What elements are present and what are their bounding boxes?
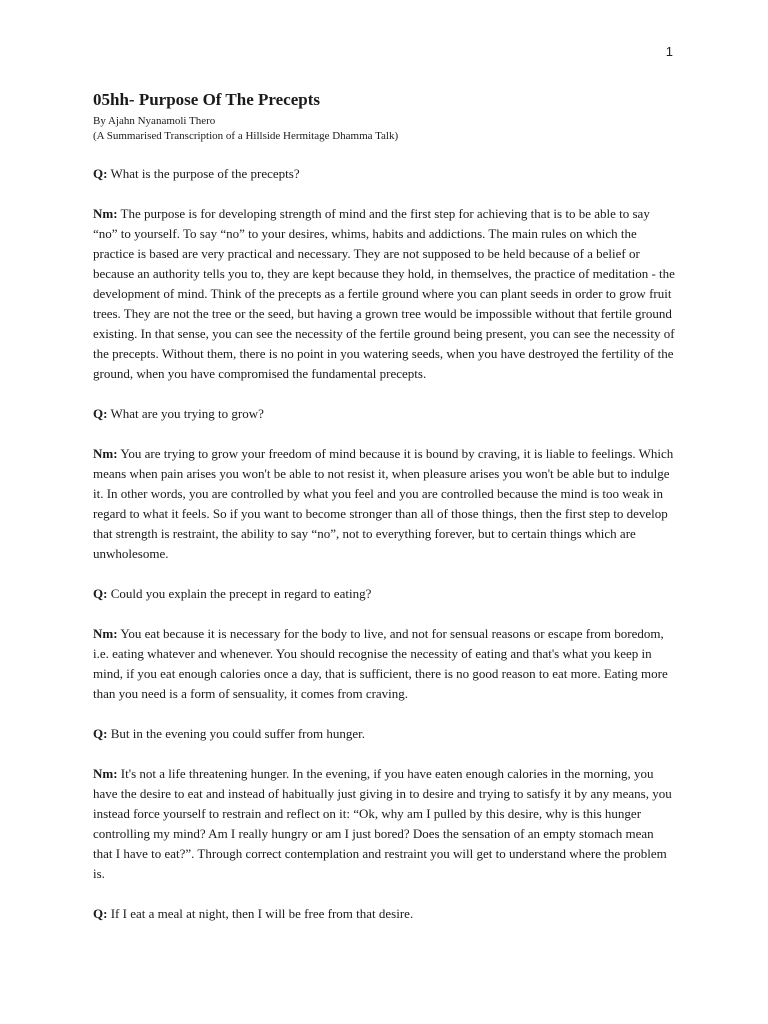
question-paragraph [93,164,675,184]
paragraph-text: The purpose is for developing strength of mind and the first step for achieving that is to be able to say “no” to yourself. To say “no” to your desires, whims, habits and addictions. The main rules on which the practice is based are very practical and necessary. They are not supposed to be held because of a belief or because an authority tells you to, they are kept because they hold, in themselves, the practice of meditation - the development of mind. Think of the precepts as a fertile ground where you can plant seeds in order to grow fruit trees. They are not the tree or the seed, but having a grown tree would be impossible without that fertile ground existing. In that sense, you can see the necessity of the fertile ground being present, you can see the necessity of the precepts. Without them, there is no point in you watering seeds, when you have destroyed the fertility of the ground, when you have compromised the fundamental precepts. [93,206,675,381]
document-body [93,90,675,924]
paragraph-text: But in the evening you could suffer from hunger. [107,726,365,741]
speaker-label: Q: [93,906,108,921]
question-paragraph [93,904,675,924]
paragraph-text: If I eat a meal at night, then I will be free from that desire. [107,906,414,921]
speaker-label: Q: [93,726,108,741]
paragraph-text: You are trying to grow your freedom of mind because it is bound by craving, it is liable to feelings. Which means when pain arises you won't be able to not resist it, when pleasure arises you won't be able but to indulge it. In other words, you are controlled by what you feel and you are controlled because the mind is too weak in regard to what it feels. So if you want to become stronger than all of those things, then the first step to develop that strength is restraint, the ability to say “no”, not to everything forever, but to certain things which are unwholesome. [93,446,674,561]
subtitle-line: (A Summarised Transcription of a Hillside Hermitage Dhamma Talk) [93,130,399,142]
paragraph-text: It's not a life threatening hunger. In the evening, if you have eaten enough calories in the morning, you have the desire to eat and instead of habitually just giving in to desire and trying to satisfy it by any means, you instead force yourself to restrain and reflect on it: “Ok, why am I pulled by this desire, why is this hunger controlling my mind? Am I really hungry or am I just bored? Does the sensation of an empty stomach mean that I have to eat?”. Through correct contemplation and restraint you will get to understand where the problem is. [93,766,672,881]
document-title: 05hh- Purpose Of The Precepts [93,90,320,109]
question-paragraph [93,584,675,604]
paragraph-text: What is the purpose of the precepts? [107,166,300,181]
answer-paragraph [93,204,675,384]
paragraph-text: You eat because it is necessary for the body to live, and not for sensual reasons or escape from boredom, i.e. eating whatever and whenever. You should recognise the necessity of eating and that's what you keep in mind, if you eat enough calories once a day, that is sufficient, there is no good reason to eat more. Eating more than you need is a form of sensuality, it comes from craving. [93,626,668,701]
question-paragraph [93,724,675,744]
answer-paragraph [93,444,675,564]
page-number: 1 [665,44,673,59]
paragraph-text: Could you explain the precept in regard to eating? [107,586,372,601]
paragraph-text: What are you trying to grow? [107,406,264,421]
speaker-label: Q: [93,406,108,421]
speaker-label: Nm: [93,766,118,781]
answer-paragraph [93,764,675,884]
speaker-label: Q: [93,586,108,601]
author-line: By Ajahn Nyanamoli Thero [93,115,216,127]
speaker-label: Nm: [93,446,118,461]
answer-paragraph [93,624,675,704]
speaker-label: Nm: [93,626,118,641]
speaker-label: Q: [93,166,108,181]
question-paragraph [93,404,675,424]
speaker-label: Nm: [93,206,118,221]
